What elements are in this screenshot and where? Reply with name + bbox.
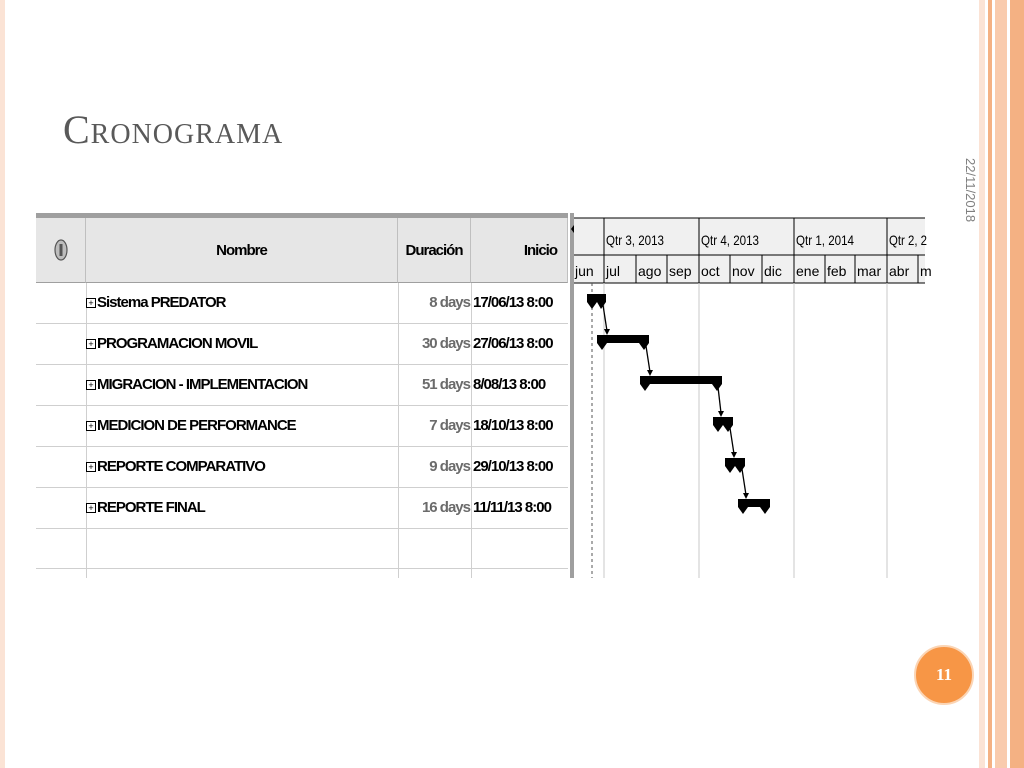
month-label: ene [796, 263, 820, 279]
task-start: 17/06/13 8:00 [473, 294, 553, 311]
gantt-chart [570, 213, 932, 578]
decor-stripe-4 [1010, 0, 1024, 768]
task-start: 27/06/13 8:00 [473, 335, 553, 352]
task-duration: 8 days [429, 294, 470, 311]
month-label: oct [701, 263, 720, 279]
table-row-name[interactable] [86, 283, 398, 323]
month-label: ago [638, 263, 662, 279]
expand-icon[interactable]: + [86, 421, 96, 431]
table-row-name[interactable] [86, 365, 398, 405]
quarter-label: Qtr 3, 2013 [606, 232, 665, 248]
col-divider [471, 283, 472, 578]
slide-date: 22/11/2018 [963, 158, 978, 223]
month-label: feb [827, 263, 847, 279]
task-name: PROGRAMACION MOVIL [97, 335, 258, 352]
task-name: REPORTE COMPARATIVO [97, 458, 265, 475]
quarter-label: Qtr 4, 2013 [701, 232, 760, 248]
expand-icon[interactable]: + [86, 339, 96, 349]
task-start: 11/11/13 8:00 [473, 499, 551, 516]
page-number-badge: 11 [914, 645, 974, 705]
task-duration: 9 days [429, 458, 470, 475]
task-name: Sistema PREDATOR [97, 294, 226, 311]
expand-icon[interactable]: + [86, 298, 96, 308]
gantt-gridlines [604, 283, 887, 578]
table-row-name[interactable] [86, 324, 398, 364]
gantt-bars [587, 294, 770, 514]
column-header-start[interactable]: Inicio [471, 218, 568, 283]
task-name: MEDICION DE PERFORMANCE [97, 417, 296, 434]
dependency-arrowheads [604, 329, 749, 499]
gantt-bar[interactable] [640, 376, 722, 391]
expand-icon[interactable]: + [86, 380, 96, 390]
gantt-bar[interactable] [597, 335, 649, 350]
task-duration: 30 days [421, 335, 470, 352]
table-top-border [36, 213, 568, 218]
month-label: jul [606, 263, 621, 279]
quarter-label: Qtr 2, 2 [889, 232, 928, 248]
info-icon [54, 239, 68, 261]
table-row-name[interactable] [86, 447, 398, 487]
month-label: nov [732, 263, 755, 279]
task-duration: 16 days [421, 499, 470, 516]
month-label: mar [857, 263, 882, 279]
task-name: REPORTE FINAL [97, 499, 205, 516]
column-header-name[interactable]: Nombre [86, 218, 398, 283]
task-table [36, 213, 568, 578]
decor-stripe-2 [988, 0, 992, 768]
slide-title: Cronograma [63, 107, 284, 152]
table-row-name[interactable] [86, 406, 398, 446]
task-start: 8/08/13 8:00 [473, 376, 546, 393]
row-divider [36, 568, 568, 569]
expand-icon[interactable]: + [86, 462, 96, 472]
pane-splitter[interactable] [570, 213, 574, 578]
quarter-label: Qtr 1, 2014 [796, 232, 855, 248]
task-name: MIGRACION - IMPLEMENTACION [97, 376, 308, 393]
table-row-name[interactable] [86, 488, 398, 528]
month-label: sep [669, 263, 692, 279]
indicator-header [36, 218, 86, 283]
column-header-duration[interactable]: Duración [398, 218, 471, 283]
decor-stripe-3 [995, 0, 1007, 768]
task-start: 18/10/13 8:00 [473, 417, 553, 434]
expand-icon[interactable]: + [86, 503, 96, 513]
month-label: abr [889, 263, 910, 279]
task-duration: 51 days [421, 376, 470, 393]
gantt-bar[interactable] [738, 499, 770, 514]
dependency-links [603, 305, 746, 495]
decor-stripe-1 [979, 0, 985, 768]
month-label: dic [764, 263, 782, 279]
gantt-svg [570, 213, 932, 578]
decor-stripe-left [0, 0, 5, 768]
month-label: jun [575, 263, 594, 279]
row-divider [36, 528, 568, 529]
task-start: 29/10/13 8:00 [473, 458, 553, 475]
task-duration: 7 days [429, 417, 470, 434]
month-label: m [920, 263, 932, 279]
